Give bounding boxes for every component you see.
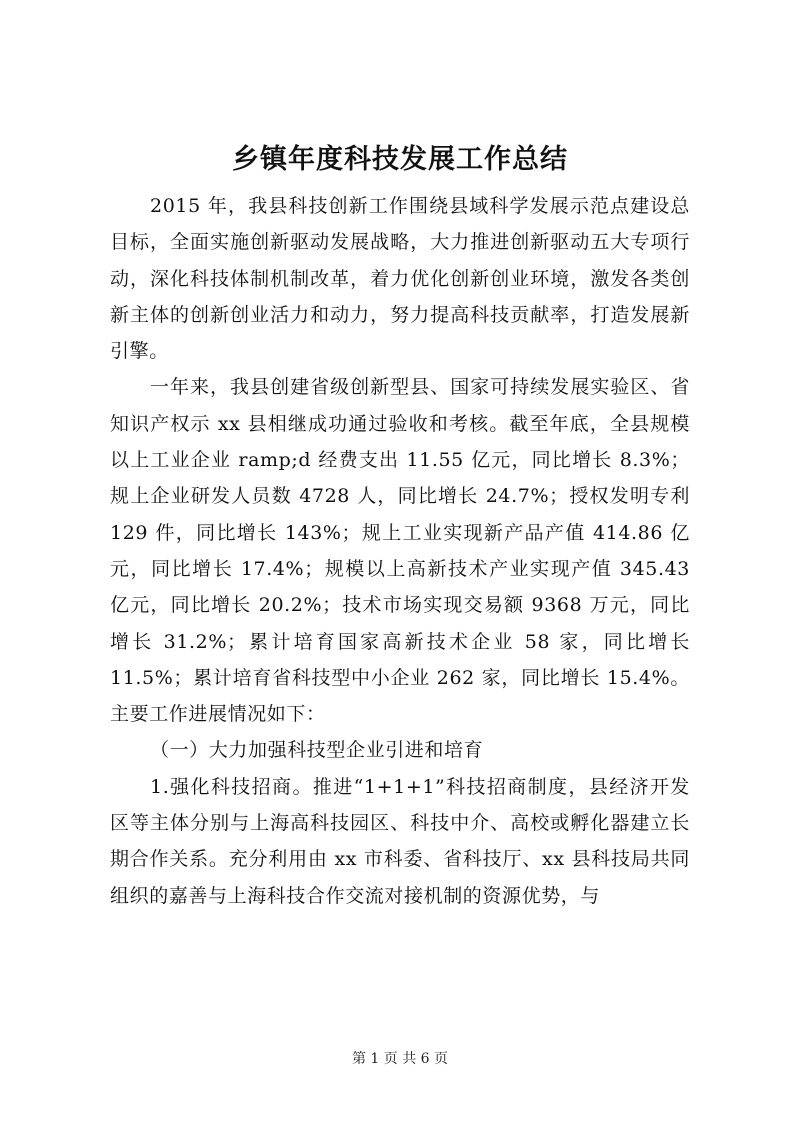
paragraph-intro: 2015 年，我县科技创新工作围绕县域科学发展示范点建设总目标，全面实施创新驱动发展战略，大力推进创新驱动五大专项行动，深化科技体制机制改革，着力优化创新创业环境，激发各类创新主体的创新创业活力和动力，努力提高科技贡献率，打造发展新引擎。 (110, 195, 690, 363)
section-heading: （一）大力加强科技型企业引进和培育 (150, 739, 484, 762)
paragraph-tech-investment: 1.强化科技招商。推进“1+1+1”科技招商制度，县经济开发区等主体分别与上海高科技园区、科技中介、高校或孵化器建立长期合作关系。充分利用由 xx 市科委、省科技厅、xx 县科技局共同组织的嘉善与上海科技合作交流对接机制的资源优势，与 (110, 775, 690, 907)
paragraph-results: 一年来，我县创建省级创新型县、国家可持续发展实验区、省知识产权示 xx 县相继成功通过验收和考核。截至年底，全县规模以上工业企业 ramp;d 经费支出 11.55 亿元，同比增长 8.3%；规上企业研发人员数 4728 人，同比增长 24.7%；授权发明专利 129 件，同比增长 143%；规上工业实现新产品产值 414.86 亿元，同比增长 17.4%；规模以上高新技术产业实现产值 345.43 亿元，同比增长 20.2%；技术市场实现交易额 9368 万元，同比增长 31.2%；累计培育国家高新技术企业 58 家，同比增长 11.5%；累计培育省科技型中小企业 262 家，同比增长 15.4%。主要工作进展情况如下： (110, 376, 690, 726)
page-number-footer: 第 1 页 共 6 页 (351, 1051, 449, 1067)
document-title: 乡镇年度科技发展工作总结 (232, 144, 568, 175)
document-body (110, 188, 690, 914)
